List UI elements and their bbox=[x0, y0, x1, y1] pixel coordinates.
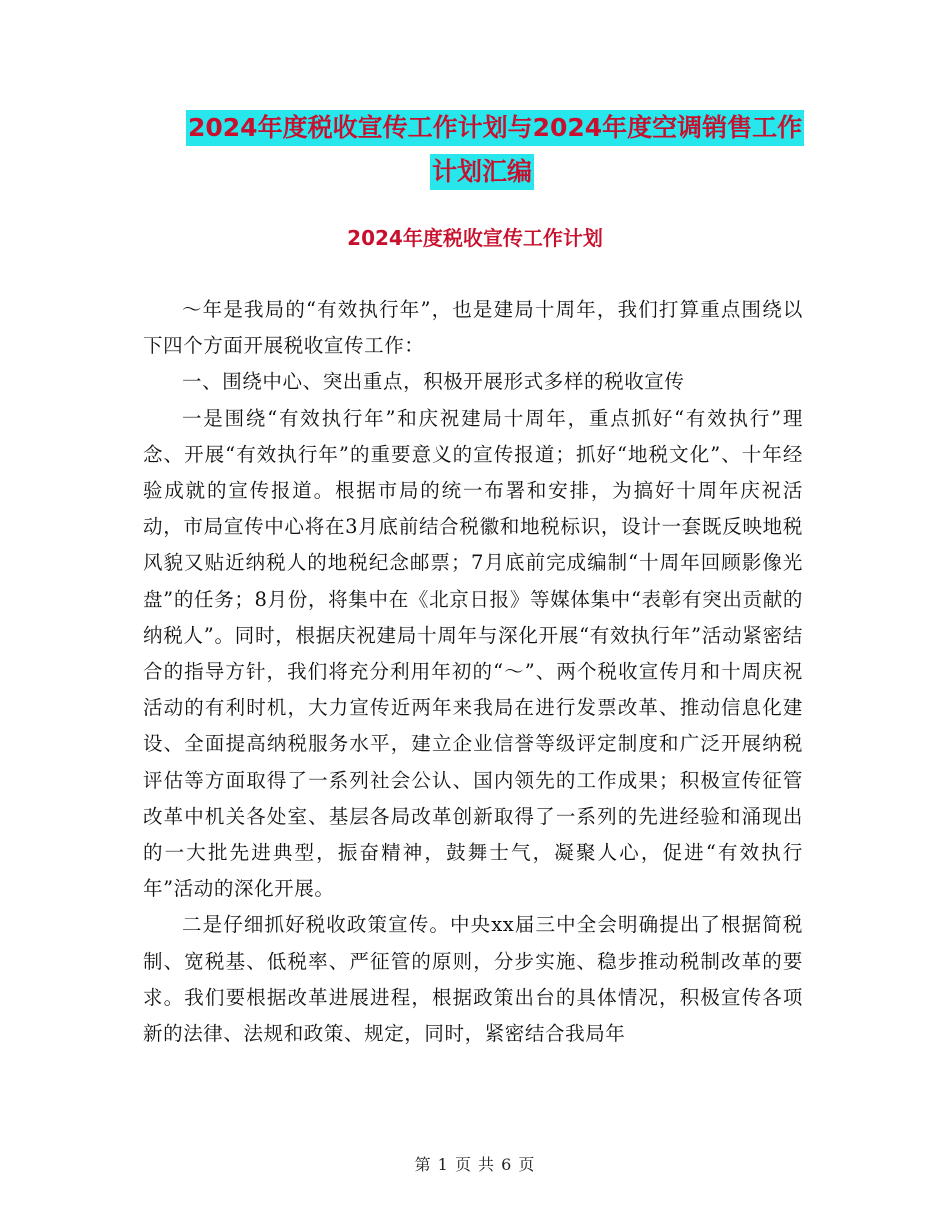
title-line-2: 计划汇编 bbox=[430, 154, 534, 190]
paragraph: 一、围绕中心、突出重点，积极开展形式多样的税收宣传 bbox=[182, 370, 685, 394]
paragraph: 一是围绕“有效执行年”和庆祝建局十周年，重点抓好“有效执行”理念、开展“有效执行年”的重要意义的宣传报道；抓好“地税文化”、十年经验成就的宣传报道。根据市局的统一布署和安排，为搞好十周年庆祝活动，市局宣传中心将在3月底前结合税徽和地税标识，设计一套既反映地税风貌又贴近纳税人的地税纪念邮票；7月底前完成编制“十周年回顾影像光盘”的任务；8月份，将集中在《北京日报》等媒体集中“表彰有突出贡献的纳税人”。同时，根据庆祝建局十周年与深化开展“有效执行年”活动紧密结合的指导方针，我们将充分利用年初的“～”、两个税收宣传月和十周庆祝活动的有利时机，大力宣传近两年来我局在进行发票改革、推动信息化建设、全面提高纳税服务水平，建立企业信誉等级评定制度和广泛开展纳税评估等方面取得了一系列社会公认、国内领先的工作成果；积极宣传征管改革中机关各处室、基层各局改革创新取得了一系列的先进经验和涌现出的一大批先进典型，振奋精神，鼓舞士气，凝聚人心，促进“有效执行年”活动的深化开展。 bbox=[143, 406, 803, 901]
document-body bbox=[143, 292, 803, 1052]
section-subtitle: 2024年度税收宣传工作计划 bbox=[347, 226, 603, 250]
title-line-1: 2024年度税收宣传工作计划与2024年度空调销售工作 bbox=[186, 110, 804, 146]
paragraph: 二是仔细抓好税收政策宣传。中央xx届三中全会明确提出了根据简税制、宽税基、低税率、严征管的原则，分步实施、稳步推动税制改革的要求。我们要根据改革进展进程，根据政策出台的具体情况，积极宣传各项新的法律、法规和政策、规定，同时，紧密结合我局年 bbox=[143, 913, 803, 1046]
page-footer: 第 1 页 共 6 页 bbox=[414, 1155, 536, 1174]
paragraph: ～年是我局的“有效执行年”，也是建局十周年，我们打算重点围绕以下四个方面开展税收宣传工作： bbox=[143, 298, 803, 358]
